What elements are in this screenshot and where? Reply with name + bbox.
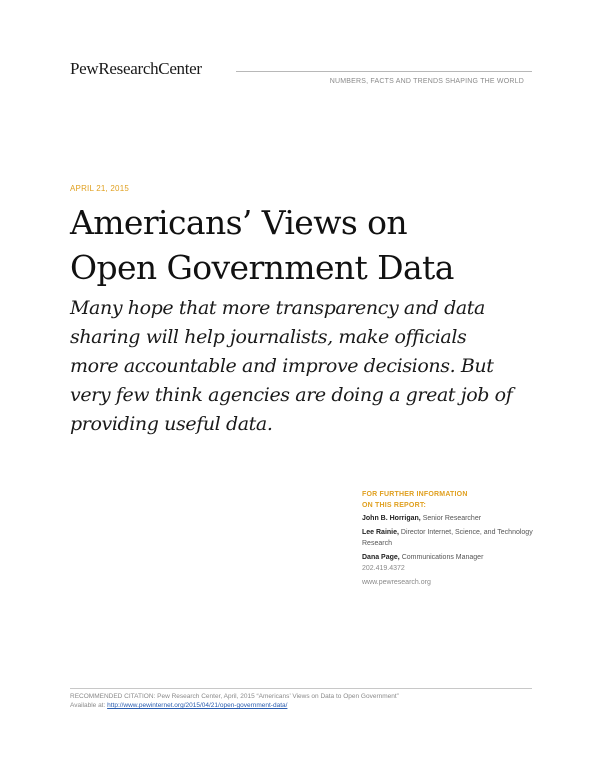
report-title-line: Americans’ Views on — [70, 203, 408, 242]
contact-name: Lee Rainie, — [362, 529, 399, 536]
contact-name: John B. Horrigan, — [362, 515, 421, 522]
report-subtitle-line: more accountable and improve decisions. But — [70, 355, 494, 377]
report-title — [70, 200, 540, 290]
citation-availability — [70, 701, 540, 710]
contact-phone: 202.419.4372 — [362, 565, 405, 572]
contact-website-link[interactable]: www.pewresearch.org — [362, 579, 431, 586]
header-tagline: NUMBERS, FACTS AND TRENDS SHAPING THE WORLD — [329, 78, 524, 85]
contact-person — [362, 552, 542, 563]
citation-text: RECOMMENDED CITATION: Pew Research Center, April, 2015 “Americans’ Views on Data to Open Government” — [70, 693, 399, 700]
contact-person — [362, 527, 542, 549]
contact-heading — [362, 489, 542, 511]
header-divider — [236, 71, 532, 72]
contact-role: Director Internet, Science, and Technology Research — [362, 529, 533, 547]
contact-name: Dana Page, — [362, 554, 400, 561]
report-url-link[interactable]: http://www.pewinternet.org/2015/04/21/open-government-data/ — [107, 702, 288, 709]
report-subtitle — [70, 294, 540, 439]
report-subtitle-line: providing useful data. — [70, 413, 273, 435]
recommended-citation — [70, 692, 540, 710]
available-at-label: Available at: — [70, 702, 106, 709]
report-subtitle-line: Many hope that more transparency and data — [70, 297, 485, 319]
footer-divider — [70, 688, 532, 689]
report-subtitle-line: sharing will help journalists, make officials — [70, 326, 467, 348]
report-title-line: Open Government Data — [70, 248, 454, 287]
contact-heading-line: ON THIS REPORT: — [362, 502, 427, 509]
contact-info-block — [362, 489, 542, 588]
pew-logo: PewResearchCenter — [70, 59, 202, 78]
contact-heading-line: FOR FURTHER INFORMATION — [362, 491, 468, 498]
contact-role: Communications Manager — [401, 554, 484, 561]
contact-person — [362, 513, 542, 524]
contact-role: Senior Researcher — [422, 515, 482, 522]
report-date: APRIL 21, 2015 — [70, 184, 129, 193]
report-subtitle-line: very few think agencies are doing a great job of — [70, 384, 513, 406]
